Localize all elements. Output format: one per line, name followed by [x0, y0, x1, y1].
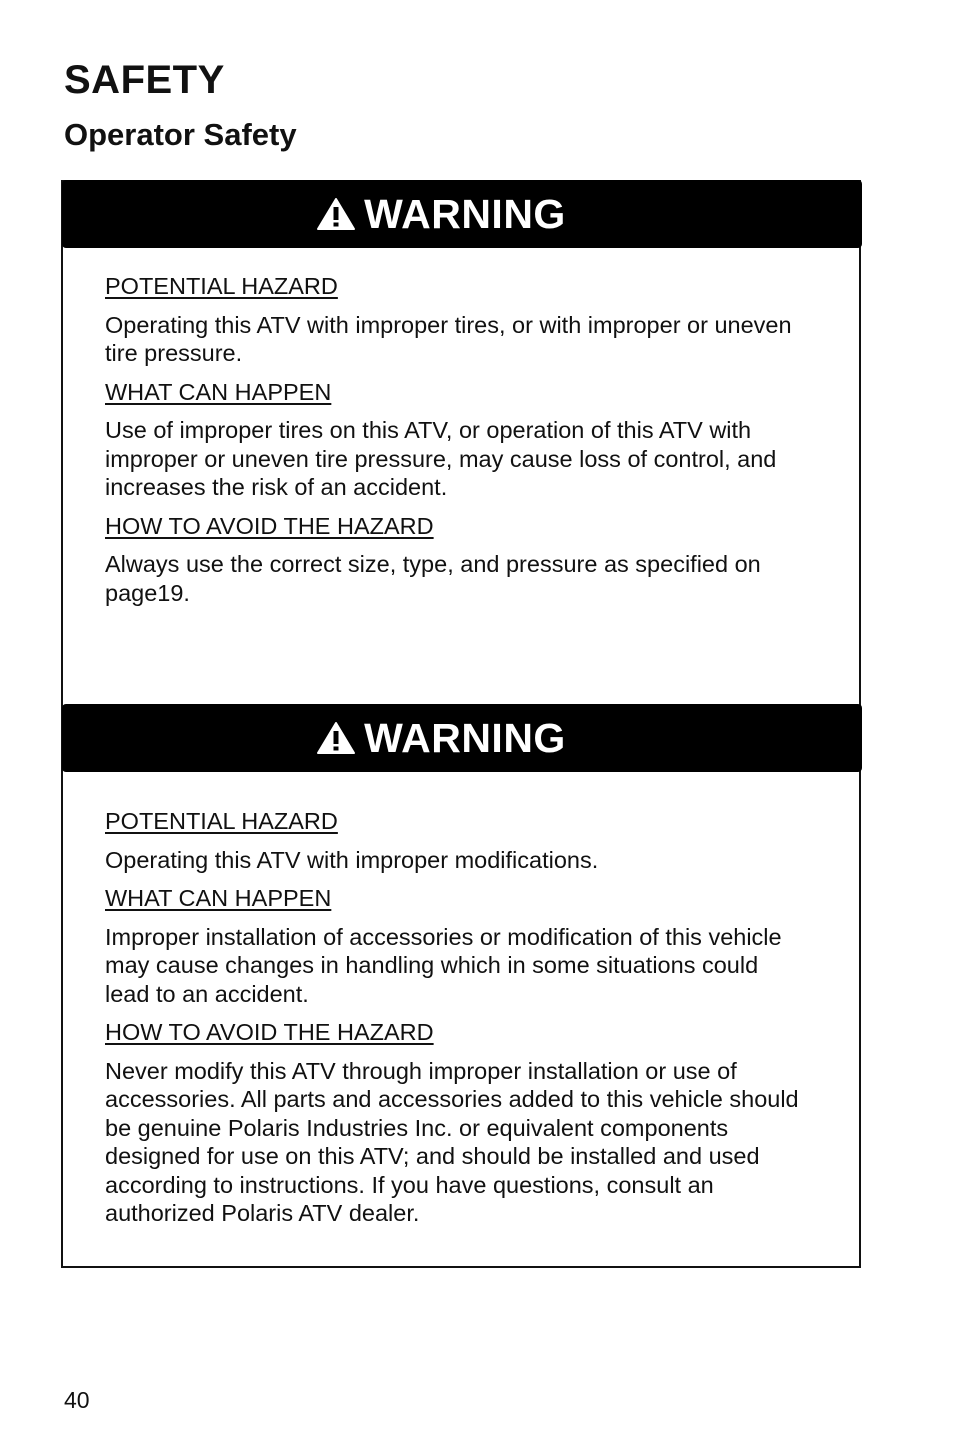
page-number: 40: [64, 1387, 90, 1413]
how-to-avoid-heading: HOW TO AVOID THE HAZARD: [105, 512, 434, 539]
warning-body-tires: [105, 272, 805, 617]
warning-body-modifications: [105, 807, 805, 1238]
warning-header-tires: [62, 180, 862, 248]
what-can-happen-heading: WHAT CAN HAPPEN: [105, 885, 332, 911]
warning-title: WARNING: [364, 715, 566, 761]
potential-hazard-text: Operating this ATV with improper tires, or with improper or uneven tire pressure.: [105, 311, 792, 366]
potential-hazard-heading: POTENTIAL HAZARD: [105, 808, 338, 834]
potential-hazard-heading: POTENTIAL HAZARD: [105, 273, 338, 299]
warning-header-modifications: [62, 704, 862, 772]
potential-hazard-text: Operating this ATV with improper modifications.: [105, 846, 599, 873]
subsection-title: Operator Safety: [64, 117, 297, 152]
section-title: SAFETY: [64, 58, 225, 102]
warning-title: WARNING: [364, 191, 566, 237]
what-can-happen-text: Improper installation of accessories or modification of this vehicle may cause changes in handling which in some situations could lead to an accident.: [105, 923, 782, 1007]
warning-triangle-icon: [316, 197, 356, 231]
what-can-happen-text: Use of improper tires on this ATV, or operation of this ATV with improper or uneven tire pressure, may cause loss of control, and increases the risk of an accident.: [105, 417, 777, 500]
how-to-avoid-text: Always use the correct size, type, and pressure as specified on page19.: [105, 551, 761, 606]
how-to-avoid-text: Never modify this ATV through improper installation or use of accessories. All parts and accessories added to this vehicle should be genuine Polaris Industries Inc. or equivalent components designed for use on this ATV; and should be installed and used according to instructions. If you have questions, consult an authorized Polaris ATV dealer.: [105, 1057, 799, 1226]
what-can-happen-heading: WHAT CAN HAPPEN: [105, 378, 332, 405]
warning-triangle-icon: [316, 721, 356, 755]
how-to-avoid-heading: HOW TO AVOID THE HAZARD: [105, 1019, 434, 1045]
